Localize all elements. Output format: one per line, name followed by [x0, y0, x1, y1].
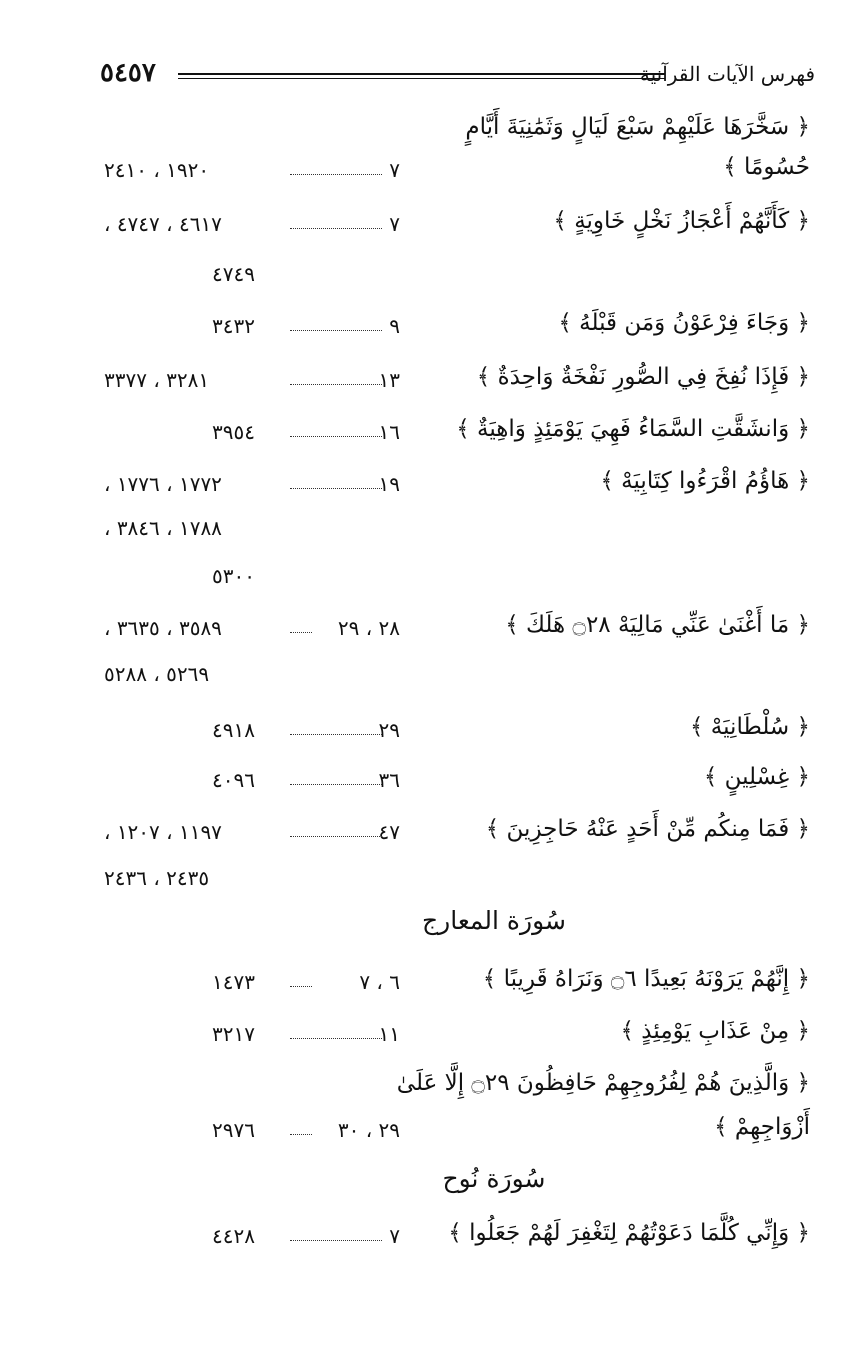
- verse-text: ﴿ وَجَاءَ فِرْعَوْنُ وَمَن قَبْلَهُ ﴾: [558, 310, 810, 336]
- hadith-numbers: ١٤٧٣: [212, 970, 255, 994]
- dot-leader: [290, 1240, 382, 1241]
- verse-text: ﴿ غِسْلِينٍ ﴾: [703, 764, 810, 790]
- hadith-numbers: ١٧٧٢ ، ١٧٧٦ ،: [104, 472, 222, 496]
- verse-text: ﴿ وَإِنِّي كُلَّمَا دَعَوْتُهُمْ لِتَغْفِرَ لَهُمْ جَعَلُوا ﴾: [448, 1220, 810, 1246]
- dot-leader: [290, 228, 382, 229]
- ayah-number: ١٣: [378, 368, 400, 392]
- hadith-numbers: ١١٩٧ ، ١٢٠٧ ،: [104, 820, 222, 844]
- dot-leader: [290, 836, 382, 837]
- hadith-numbers: ٣٩٥٤: [212, 420, 255, 444]
- dot-leader: [290, 986, 312, 987]
- hadith-numbers: ٤٦١٧ ، ٤٧٤٧ ،: [104, 212, 222, 236]
- verse-text: ﴿ فَمَا مِنكُم مِّنْ أَحَدٍ عَنْهُ حَاجِزِينَ ﴾: [485, 816, 810, 842]
- verse-text: ﴿ فَإِذَا نُفِخَ فِي الصُّورِ نَفْخَةٌ وَاحِدَةٌ ﴾: [476, 364, 810, 390]
- hadith-numbers: ٣٥٨٩ ، ٣٦٣٥ ،: [104, 616, 222, 640]
- index-row: [0, 814, 868, 854]
- index-row: [0, 414, 868, 454]
- dot-leader: [290, 384, 382, 385]
- verse-text: ﴿ وَالَّذِينَ هُمْ لِفُرُوجِهِمْ حَافِظُونَ ۝٢٩ إِلَّا عَلَىٰ: [396, 1070, 810, 1096]
- dot-leader: [290, 734, 382, 735]
- surah-title: سُورَة المعارج: [422, 906, 566, 935]
- header-title: فهرس الآيات القرآنية: [639, 62, 815, 86]
- ayah-number: ١٩: [378, 472, 400, 496]
- ayah-number: ٦ ، ٧: [359, 970, 400, 994]
- hadith-numbers: ٢٩٧٦: [212, 1118, 255, 1142]
- dot-leader: [290, 174, 382, 175]
- hadith-numbers: ٣٢٨١ ، ٣٣٧٧: [104, 368, 210, 392]
- hadith-numbers: ٥٢٦٩ ، ٥٢٨٨: [104, 662, 210, 686]
- hadith-numbers: ٤٤٢٨: [212, 1224, 255, 1248]
- verse-text: ﴿ مِنْ عَذَابِ يَوْمِئِذٍ ﴾: [620, 1018, 810, 1044]
- ayah-number: ٣٦: [378, 768, 400, 792]
- page-header: [100, 58, 815, 94]
- verse-text: ﴿ سَخَّرَهَا عَلَيْهِمْ سَبْعَ لَيَالٍ وَثَمَٰنِيَةَ أَيَّامٍ: [465, 114, 810, 140]
- dot-leader: [290, 330, 382, 331]
- index-row: [0, 1218, 868, 1258]
- dot-leader: [290, 1134, 312, 1135]
- hadith-numbers: ٤٠٩٦: [212, 768, 255, 792]
- index-row: [0, 112, 868, 152]
- header-rule: [178, 73, 665, 79]
- index-row: [0, 610, 868, 650]
- verse-text: ﴿ مَا أَغْنَىٰ عَنِّي مَالِيَهْ ۝٢٨ هَلَكَ ﴾: [505, 612, 810, 638]
- hadith-numbers: ١٧٨٨ ، ٣٨٤٦ ،: [104, 516, 222, 540]
- index-row: [0, 206, 868, 246]
- ayah-number: ٧: [389, 158, 400, 182]
- hadith-numbers: ٤٩١٨: [212, 718, 255, 742]
- hadith-numbers: ٣٢١٧: [212, 1022, 255, 1046]
- hadith-numbers: ٣٤٣٢: [212, 314, 255, 338]
- surah-heading: [0, 1164, 868, 1193]
- verse-text: ﴿ إِنَّهُمْ يَرَوْنَهُ بَعِيدًا ۝٦ وَنَرَاهُ قَرِيبًا ﴾: [482, 966, 810, 992]
- index-row: [0, 1112, 868, 1152]
- hadith-numbers: ٥٣٠٠: [212, 564, 255, 588]
- hadith-numbers: ٤٧٤٩: [212, 262, 255, 286]
- index-row: [0, 558, 868, 598]
- ayah-number: ٢٨ ، ٢٩: [337, 616, 400, 640]
- dot-leader: [290, 632, 312, 633]
- surah-heading: [0, 906, 868, 935]
- dot-leader: [290, 488, 382, 489]
- ayah-number: ١١: [378, 1022, 400, 1046]
- verse-text: حُسُومًا ﴾: [723, 154, 810, 180]
- ayah-number: ٤٧: [378, 820, 400, 844]
- verse-text: ﴿ كَأَنَّهُمْ أَعْجَازُ نَخْلٍ خَاوِيَةٍ ﴾: [553, 208, 810, 234]
- index-row: [0, 308, 868, 348]
- ayah-number: ٢٩ ، ٣٠: [337, 1118, 400, 1142]
- index-row: [0, 656, 868, 696]
- ayah-number: ٩: [389, 314, 400, 338]
- verse-text: ﴿ سُلْطَانِيَهْ ﴾: [689, 714, 810, 740]
- dot-leader: [290, 436, 382, 437]
- index-row: [0, 1016, 868, 1056]
- index-row: [0, 860, 868, 900]
- index-row: [0, 510, 868, 550]
- verse-text: ﴿ وَانشَقَّتِ السَّمَاءُ فَهِيَ يَوْمَئِذٍ وَاهِيَةٌ ﴾: [456, 416, 810, 442]
- dot-leader: [290, 784, 382, 785]
- page-number: ٥٤٥٧: [100, 58, 156, 88]
- index-row: [0, 256, 868, 296]
- hadith-numbers: ٢٤٣٥ ، ٢٤٣٦: [104, 866, 210, 890]
- surah-title: سُورَة نُوح: [442, 1164, 546, 1193]
- dot-leader: [290, 1038, 382, 1039]
- index-row: [0, 152, 868, 192]
- ayah-number: ٢٩: [378, 718, 400, 742]
- index-row: [0, 362, 868, 402]
- verse-text: أَزْوَاجِهِمْ ﴾: [714, 1114, 810, 1140]
- ayah-number: ١٦: [378, 420, 400, 444]
- verse-text: ﴿ هَاؤُمُ اقْرَءُوا كِتَابِيَهْ ﴾: [600, 468, 810, 494]
- ayah-number: ٧: [389, 212, 400, 236]
- index-row: [0, 964, 868, 1004]
- index-row: [0, 762, 868, 802]
- index-row: [0, 712, 868, 752]
- index-row: [0, 466, 868, 506]
- index-row: [0, 1068, 868, 1108]
- hadith-numbers: ١٩٢٠ ، ٢٤١٠: [104, 158, 210, 182]
- ayah-number: ٧: [389, 1224, 400, 1248]
